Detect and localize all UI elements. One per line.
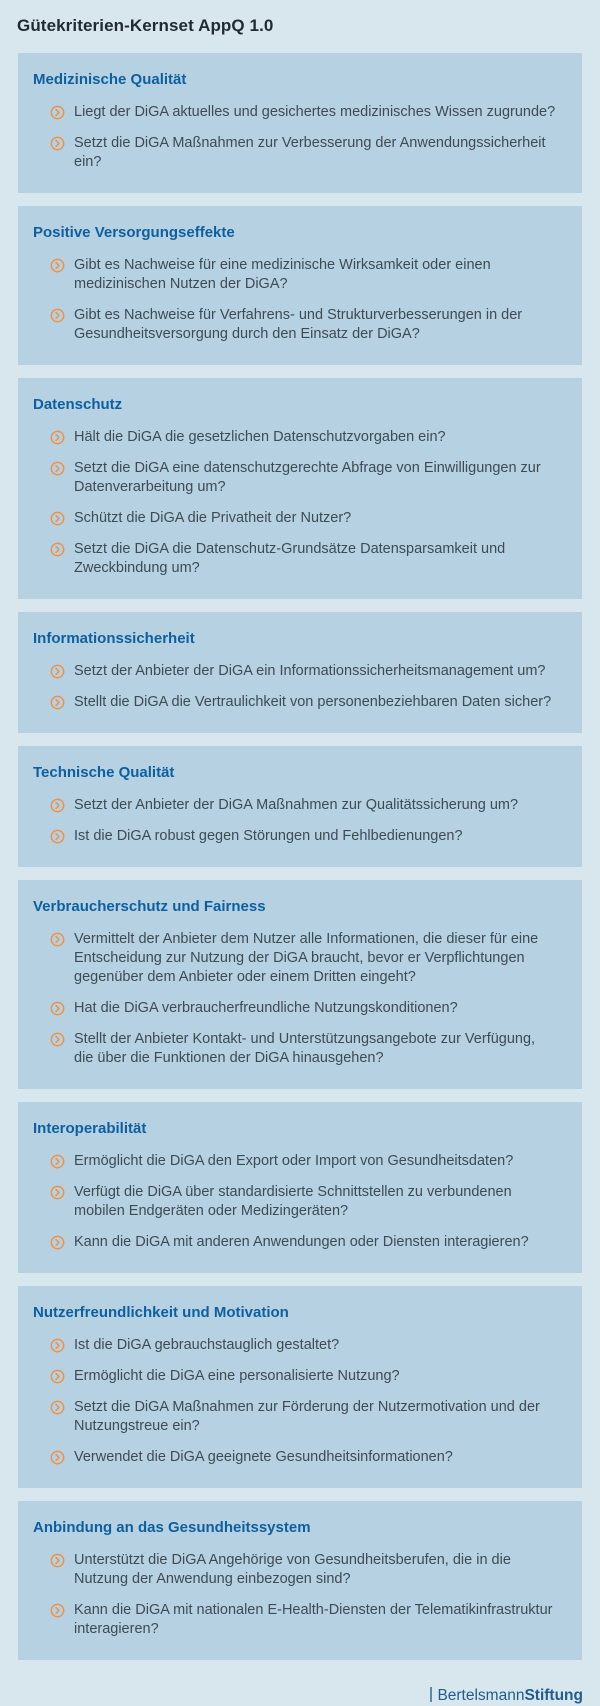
section-heading: Datenschutz bbox=[33, 396, 123, 413]
criteria-item bbox=[33, 103, 562, 122]
chevron-right-circle-icon bbox=[50, 695, 65, 710]
criteria-card bbox=[18, 880, 582, 1089]
criteria-item bbox=[33, 1336, 562, 1355]
criteria-question: Setzt der Anbieter der DiGA ein Informationssicherheitsmanagement um? bbox=[74, 663, 546, 679]
criteria-item bbox=[33, 1152, 562, 1171]
chevron-right-circle-icon bbox=[50, 1185, 65, 1200]
criteria-item bbox=[33, 827, 562, 846]
criteria-item bbox=[33, 930, 562, 987]
criteria-question: Gibt es Nachweise für eine medizinische Wirksamkeit oder einen medizinischen Nutzen der DiGA? bbox=[74, 257, 491, 292]
brand-logo bbox=[437, 1687, 583, 1704]
chevron-right-circle-icon bbox=[50, 136, 65, 151]
chevron-right-circle-icon bbox=[50, 798, 65, 813]
chevron-right-circle-icon bbox=[50, 1154, 65, 1169]
brand-name-regular: Bertelsmann bbox=[437, 1687, 525, 1704]
chevron-right-circle-icon bbox=[50, 430, 65, 445]
criteria-item bbox=[33, 1367, 562, 1386]
criteria-item bbox=[33, 796, 562, 815]
criteria-item bbox=[33, 428, 562, 447]
chevron-right-circle-icon bbox=[50, 461, 65, 476]
criteria-item bbox=[33, 999, 562, 1018]
criteria-question: Hält die DiGA die gesetzlichen Datenschutzvorgaben ein? bbox=[74, 429, 446, 445]
criteria-question: Setzt die DiGA Maßnahmen zur Förderung der Nutzermotivation und der Nutzungstreue ein? bbox=[74, 1399, 540, 1434]
chevron-right-circle-icon bbox=[50, 542, 65, 557]
chevron-right-circle-icon bbox=[50, 932, 65, 947]
criteria-item bbox=[33, 306, 562, 344]
criteria-card bbox=[18, 746, 582, 867]
chevron-right-circle-icon bbox=[50, 105, 65, 120]
chevron-right-circle-icon bbox=[50, 1032, 65, 1047]
criteria-question: Setzt der Anbieter der DiGA Maßnahmen zur Qualitätssicherung um? bbox=[74, 797, 519, 813]
chevron-right-circle-icon bbox=[50, 1235, 65, 1250]
section-heading: Technische Qualität bbox=[33, 764, 175, 781]
criteria-question: Verwendet die DiGA geeignete Gesundheitsinformationen? bbox=[74, 1449, 453, 1465]
criteria-item bbox=[33, 134, 562, 172]
criteria-question: Stellt die DiGA die Vertraulichkeit von personenbeziehbaren Daten sicher? bbox=[74, 694, 552, 710]
footer bbox=[0, 1673, 600, 1705]
criteria-question: Gibt es Nachweise für Verfahrens- und Strukturverbesserungen in der Gesundheitsversorgung durch den Einsatz der DiGA? bbox=[74, 307, 523, 342]
criteria-item bbox=[33, 256, 562, 294]
criteria-card bbox=[18, 612, 582, 733]
criteria-item bbox=[33, 1601, 562, 1639]
brand-bar-icon bbox=[430, 1687, 432, 1702]
criteria-question: Setzt die DiGA die Datenschutz-Grundsätze Datensparsamkeit und Zweckbindung um? bbox=[74, 541, 506, 576]
criteria-item bbox=[33, 1233, 562, 1252]
criteria-card bbox=[18, 1102, 582, 1273]
chevron-right-circle-icon bbox=[50, 1001, 65, 1016]
criteria-question: Verfügt die DiGA über standardisierte Schnittstellen zu verbundenen mobilen Endgeräten oder Medizingeräten? bbox=[74, 1184, 512, 1219]
criteria-item bbox=[33, 1398, 562, 1436]
criteria-item bbox=[33, 662, 562, 681]
section-heading: Anbindung an das Gesundheitssystem bbox=[33, 1519, 311, 1536]
criteria-question: Stellt der Anbieter Kontakt- und Unterstützungsangebote zur Verfügung, die über die Funktionen der DiGA hinausgehen? bbox=[74, 1031, 536, 1066]
criteria-card bbox=[18, 1286, 582, 1488]
criteria-sections bbox=[0, 53, 600, 1673]
criteria-card bbox=[18, 1501, 582, 1660]
section-heading: Verbraucherschutz und Fairness bbox=[33, 898, 266, 915]
criteria-question: Kann die DiGA mit anderen Anwendungen oder Diensten interagieren? bbox=[74, 1234, 529, 1250]
chevron-right-circle-icon bbox=[50, 1338, 65, 1353]
criteria-item bbox=[33, 459, 562, 497]
criteria-item bbox=[33, 1183, 562, 1221]
criteria-question: Setzt die DiGA eine datenschutzgerechte Abfrage von Einwilligungen zur Datenverarbeitung um? bbox=[74, 460, 541, 495]
chevron-right-circle-icon bbox=[50, 664, 65, 679]
criteria-question: Unterstützt die DiGA Angehörige von Gesundheitsberufen, die in die Nutzung der Anwendung einbezogen sind? bbox=[74, 1552, 511, 1587]
criteria-question: Liegt der DiGA aktuelles und gesichertes medizinisches Wissen zugrunde? bbox=[74, 104, 556, 120]
chevron-right-circle-icon bbox=[50, 1400, 65, 1415]
chevron-right-circle-icon bbox=[50, 511, 65, 526]
criteria-question: Vermittelt der Anbieter dem Nutzer alle Informationen, die dieser für eine Entscheidung zur Nutzung der DiGA braucht, bevor er Verpflichtungen gegenüber dem Anbieter oder einem Dritten eingeht? bbox=[74, 931, 539, 985]
criteria-item bbox=[33, 1448, 562, 1467]
criteria-card bbox=[18, 378, 582, 599]
criteria-question: Ist die DiGA gebrauchstauglich gestaltet? bbox=[74, 1337, 340, 1353]
chevron-right-circle-icon bbox=[50, 1450, 65, 1465]
criteria-question: Schützt die DiGA die Privatheit der Nutzer? bbox=[74, 510, 352, 526]
page-title: Gütekriterien-Kernset AppQ 1.0 bbox=[17, 16, 274, 35]
criteria-item bbox=[33, 540, 562, 578]
criteria-card bbox=[18, 206, 582, 365]
criteria-item bbox=[33, 1030, 562, 1068]
section-heading: Medizinische Qualität bbox=[33, 71, 187, 88]
criteria-question: Ist die DiGA robust gegen Störungen und Fehlbedienungen? bbox=[74, 828, 463, 844]
criteria-question: Ermöglicht die DiGA den Export oder Import von Gesundheitsdaten? bbox=[74, 1153, 514, 1169]
criteria-item bbox=[33, 509, 562, 528]
section-heading: Informationssicherheit bbox=[33, 630, 195, 647]
chevron-right-circle-icon bbox=[50, 829, 65, 844]
section-heading: Positive Versorgungseffekte bbox=[33, 224, 235, 241]
section-heading: Nutzerfreundlichkeit und Motivation bbox=[33, 1304, 289, 1321]
criteria-card bbox=[18, 53, 582, 193]
section-heading: Interoperabilität bbox=[33, 1120, 147, 1137]
chevron-right-circle-icon bbox=[50, 308, 65, 323]
criteria-item bbox=[33, 693, 562, 712]
chevron-right-circle-icon bbox=[50, 1553, 65, 1568]
criteria-item bbox=[33, 1551, 562, 1589]
criteria-question: Kann die DiGA mit nationalen E-Health-Diensten der Telematikinfrastruktur interagieren? bbox=[74, 1602, 553, 1637]
brand-name-bold: Stiftung bbox=[524, 1687, 583, 1704]
chevron-right-circle-icon bbox=[50, 258, 65, 273]
criteria-question: Hat die DiGA verbraucherfreundliche Nutzungskonditionen? bbox=[74, 1000, 458, 1016]
chevron-right-circle-icon bbox=[50, 1369, 65, 1384]
criteria-question: Setzt die DiGA Maßnahmen zur Verbesserung der Anwendungssicherheit ein? bbox=[74, 135, 546, 170]
criteria-question: Ermöglicht die DiGA eine personalisierte Nutzung? bbox=[74, 1368, 400, 1384]
chevron-right-circle-icon bbox=[50, 1603, 65, 1618]
